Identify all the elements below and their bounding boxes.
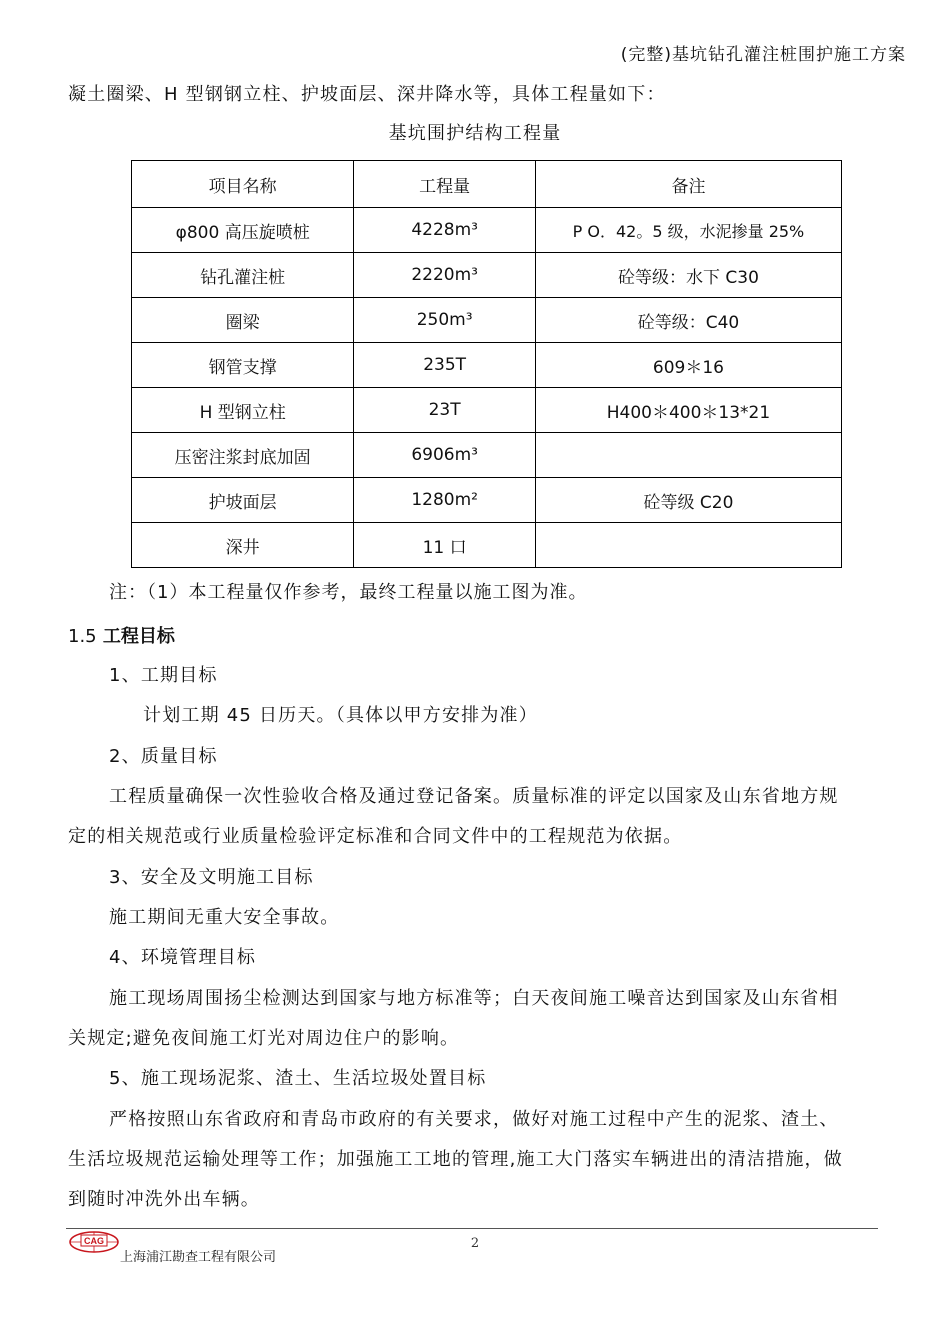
cell-quantity: 250m³ [354, 298, 536, 343]
cell-remark: 砼等级：C40 [535, 298, 841, 343]
cell-quantity: 1280m² [354, 478, 536, 523]
cell-item: 护坡面层 [132, 478, 354, 523]
goal-text: 工程质量确保一次性验收合格及通过登记备案。质量标准的评定以国家及山东省地方规 [109, 786, 839, 807]
table-row [132, 253, 842, 298]
cell-item: 钻孔灌注桩 [132, 253, 354, 298]
document-header-title: (完整)基坑钻孔灌注桩围护施工方案 [620, 45, 906, 65]
cell-remark: P O．42。5 级，水泥掺量 25% [535, 208, 841, 253]
cell-quantity: 11 口 [354, 523, 536, 568]
cell-item: 钢管支撑 [132, 343, 354, 388]
goal-heading: 5、施工现场泥浆、渣土、生活垃圾处置目标 [109, 1068, 487, 1089]
cell-remark: 609＊16 [535, 343, 841, 388]
section-number: 1.5 [68, 626, 97, 647]
cell-remark: 砼等级：水下 C30 [535, 253, 841, 298]
table-row [132, 298, 842, 343]
goal-text: 到随时冲洗外出车辆。 [68, 1189, 260, 1210]
quantity-table [131, 160, 842, 568]
table-note: 注：（1）本工程量仅作参考，最终工程量以施工图为准。 [109, 582, 588, 603]
page-number: 2 [470, 1236, 480, 1251]
cell-item: 圈梁 [132, 298, 354, 343]
company-logo-icon [67, 1228, 121, 1256]
table-row [132, 343, 842, 388]
table-header-row [132, 161, 842, 208]
section-heading [68, 622, 175, 648]
goal-text: 关规定;避免夜间施工灯光对周边住户的影响。 [68, 1028, 460, 1049]
cell-item: 深井 [132, 523, 354, 568]
goal-text: 施工现场周围扬尘检测达到国家与地方标准等；白天夜间施工噪音达到国家及山东省相 [109, 988, 839, 1009]
cell-item: 压密注浆封底加固 [132, 433, 354, 478]
footer-divider [66, 1228, 878, 1229]
section-title: 工程目标 [102, 626, 175, 647]
header-remark: 备注 [535, 161, 841, 208]
cell-remark [535, 433, 841, 478]
table-caption: 基坑围护结构工程量 [388, 123, 562, 144]
header-item-name: 项目名称 [132, 161, 354, 208]
table-row [132, 523, 842, 568]
cell-remark [535, 523, 841, 568]
cell-quantity: 6906m³ [354, 433, 536, 478]
company-name: 上海浦江勘查工程有限公司 [120, 1250, 277, 1265]
goal-text: 计划工期 45 日历天。（具体以甲方安排为准） [143, 705, 538, 726]
goal-heading: 2、质量目标 [109, 746, 218, 767]
cell-quantity: 235T [354, 343, 536, 388]
cell-item: φ800 高压旋喷桩 [132, 208, 354, 253]
goal-text: 生活垃圾规范运输处理等工作；加强施工工地的管理,施工大门落实车辆进出的清洁措施，做 [68, 1149, 843, 1170]
table-row [132, 388, 842, 433]
cell-remark: 砼等级 C20 [535, 478, 841, 523]
table-row [132, 478, 842, 523]
goal-text: 施工期间无重大安全事故。 [109, 907, 340, 928]
goal-heading: 4、环境管理目标 [109, 947, 257, 968]
cell-quantity: 2220m³ [354, 253, 536, 298]
cell-quantity: 23T [354, 388, 536, 433]
header-quantity: 工程量 [354, 161, 536, 208]
goal-text: 定的相关规范或行业质量检验评定标准和合同文件中的工程规范为依据。 [68, 826, 683, 847]
cell-item: H 型钢立柱 [132, 388, 354, 433]
table-row [132, 433, 842, 478]
goal-heading: 1、工期目标 [109, 665, 218, 686]
goal-text: 严格按照山东省政府和青岛市政府的有关要求，做好对施工过程中产生的泥浆、渣土、 [109, 1109, 839, 1130]
goal-heading: 3、安全及文明施工目标 [109, 867, 314, 888]
cell-remark: H400＊400＊13*21 [535, 388, 841, 433]
logo-text: CAG [84, 1236, 104, 1246]
table-row [132, 208, 842, 253]
cell-quantity: 4228m³ [354, 208, 536, 253]
intro-line: 凝土圈梁、H 型钢钢立柱、护坡面层、深井降水等，具体工程量如下： [68, 84, 666, 105]
